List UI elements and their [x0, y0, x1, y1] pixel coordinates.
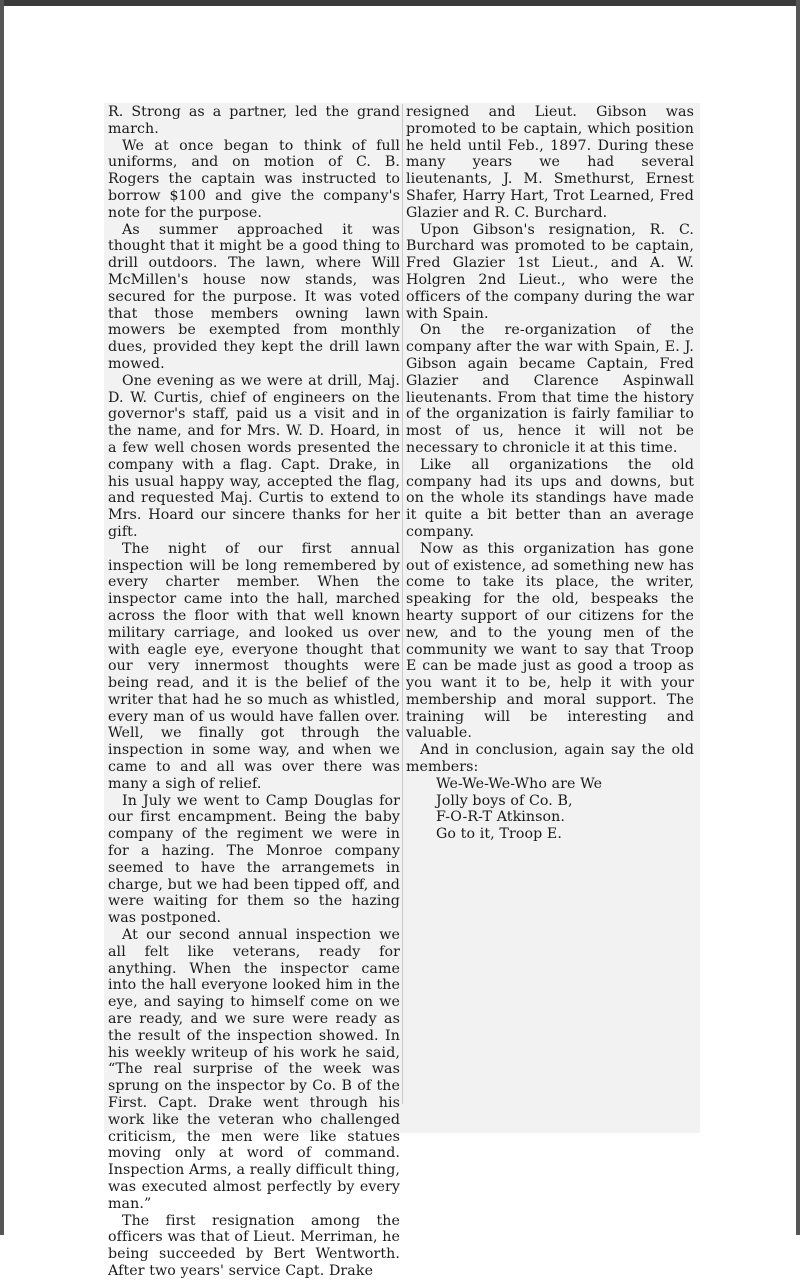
verse-line: F-O-R-T Atkinson.	[436, 809, 566, 826]
paragraph: Upon Gibson's resignation, R. C. Burchard was promoted to be captain, Fred Glazier 1st Lieut., and A. W. Holgren 2nd Lieut., who were the officers of the company during the war with Spain.	[406, 221, 694, 322]
verse-line: Jolly boys of Co. B,	[436, 792, 573, 809]
paragraph: We at once began to think of full uniforms, and on motion of C. B. Rogers the captain was instructed to borrow $100 and give the company's note for the purpose.	[108, 137, 400, 221]
paragraph: And in conclusion, again say the old members:	[406, 742, 694, 776]
paragraph: At our second annual inspection we all felt like veterans, ready for anything. When the inspector came into the hall everyone looked him in the eye, and saying to himself come on we are ready, and we sure were ready as the result of the inspection showed. In his weekly writeup of his work he said, “The real surprise of the week was sprung on the inspector by Co. B of the First. Capt. Drake went through his work like the veteran who challenged criticism, the men were like statues moving only at word of command. Inspection Arms, a really difficult thing, was executed almost perfectly by every man.”	[108, 927, 400, 1212]
paragraph: One evening as we were at drill, Maj. D. W. Curtis, chief of engineers on the governor's staff, paid us a visit and in the name, and for Mrs. W. D. Hoard, in a few well chosen words presented the company with a flag. Capt. Drake, in his usual happy way, accepted the flag, and requested Maj. Curtis to extend to Mrs. Hoard our sincere thanks for her gift.	[108, 372, 400, 540]
paragraph: In July we went to Camp Douglas for our first encampment. Being the baby company of the regiment we were in for a hazing. The Monroe company seemed to have the arrangemets in charge, but we had been tipped off, and were waiting for them so the hazing was postponed.	[108, 792, 400, 927]
verse-line: Go to it, Troop E.	[436, 826, 562, 843]
scan-border-top	[0, 0, 800, 6]
scan-border-right	[796, 0, 800, 1235]
paragraph: Like all organizations the old company had its ups and downs, but on the whole its standings have made it quite a bit better than an average company.	[406, 456, 694, 540]
paragraph: The night of our first annual inspection will be long remembered by every charter member. When the inspector came into the hall, marched across the floor with that well known military carriage, and looked us over with eagle eye, everyone thought that our very innermost thoughts were being read, and it is the belief of the writer that had he so much as whistled, every man of us would have fallen over. Well, we finally got through the inspection in some way, and when we came to and all was over there was many a sigh of relief.	[108, 540, 400, 792]
scan-border-left	[0, 0, 4, 1235]
left-column	[108, 104, 400, 1280]
right-column	[406, 104, 694, 843]
paragraph: The first resignation among the officers was that of Lieut. Merriman, he being succeeded by Bert Wentworth. After two years' service Capt. Drake	[108, 1212, 400, 1279]
column-divider	[402, 104, 403, 1104]
paragraph: On the re-organization of the company after the war with Spain, E. J. Gibson again became Captain, Fred Glazier and Clarence Aspinwall lieutenants. From that time the history of the organization is fairly familiar to most of us, hence it will not be necessary to chronicle it at this time.	[406, 322, 694, 456]
paragraph: R. Strong as a partner, led the grand march.	[108, 104, 400, 137]
paragraph: resigned and Lieut. Gibson was promoted to be captain, which position he held until Feb., 1897. During these many years we had several lieutenants, J. M. Smethurst, Ernest Shafer, Harry Hart, Trot Learned, Fred Glazier and R. C. Burchard.	[406, 104, 694, 221]
verse	[436, 776, 694, 843]
paragraph: Now as this organization has gone out of existence, ad something new has come to take its place, the writer, speaking for the old, bespeaks the hearty support of our citizens for the new, and to the young men of the community we want to say that Troop E can be made just as good a troop as you want it to be, help it with your membership and moral support. The training will be interesting and valuable.	[406, 540, 694, 742]
verse-line: We-We-We-Who are We	[436, 775, 603, 792]
paragraph: As summer approached it was thought that it might be a good thing to drill outdoors. The lawn, where Will McMillen's house now stands, was secured for the purpose. It was voted that those members owning lawn mowers be exempted from monthly dues, provided they kept the drill lawn mowed.	[108, 221, 400, 372]
